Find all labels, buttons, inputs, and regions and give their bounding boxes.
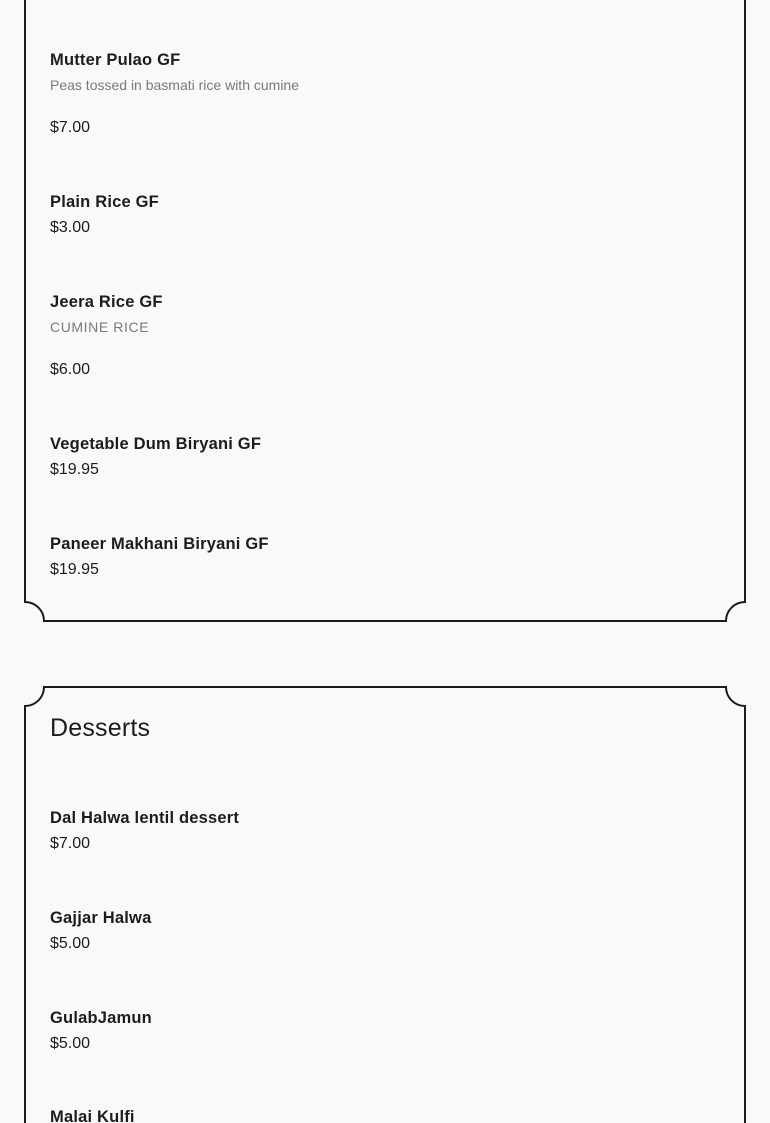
menu-item (50, 808, 710, 854)
menu-item-name: Jeera Rice GF (50, 293, 163, 311)
menu-item-name: Plain Rice GF (50, 193, 159, 211)
menu-item-name: Malai Kulfi (50, 1108, 135, 1123)
section-title: Desserts (50, 714, 151, 742)
menu-item (50, 1107, 710, 1123)
menu-item-price: $3.00 (50, 219, 91, 236)
menu-item-name: Paneer Makhani Biryani GF (50, 535, 269, 553)
menu-item-price: $6.00 (50, 361, 91, 378)
menu-item-price: $5.00 (50, 1035, 91, 1052)
menu-item-name: Gajjar Halwa (50, 909, 152, 927)
menu-item (50, 1008, 710, 1054)
menu-item-price: $19.95 (50, 461, 99, 478)
menu-item (50, 908, 710, 954)
menu-item (50, 50, 710, 138)
menu-item-name: Dal Halwa lentil dessert (50, 809, 240, 827)
menu-item (50, 292, 710, 380)
menu-item-price: $19.95 (50, 561, 99, 578)
menu-item (50, 434, 710, 480)
menu-item-name: Vegetable Dum Biryani GF (50, 435, 262, 453)
menu-item (50, 534, 710, 580)
rice-menu-section (24, 0, 746, 622)
menu-item-price: $7.00 (50, 119, 91, 136)
menu-item-description: CUMINE RICE (50, 319, 150, 335)
section-frame (24, 686, 746, 1123)
desserts-menu-section (24, 686, 746, 1123)
menu-item-price: $7.00 (50, 835, 91, 852)
menu-item-name: Mutter Pulao GF (50, 51, 181, 69)
menu-item (50, 192, 710, 238)
menu-item-price: $5.00 (50, 935, 91, 952)
menu-item-description: Peas tossed in basmati rice with cumine (50, 77, 299, 93)
menu-item-name: GulabJamun (50, 1009, 152, 1027)
